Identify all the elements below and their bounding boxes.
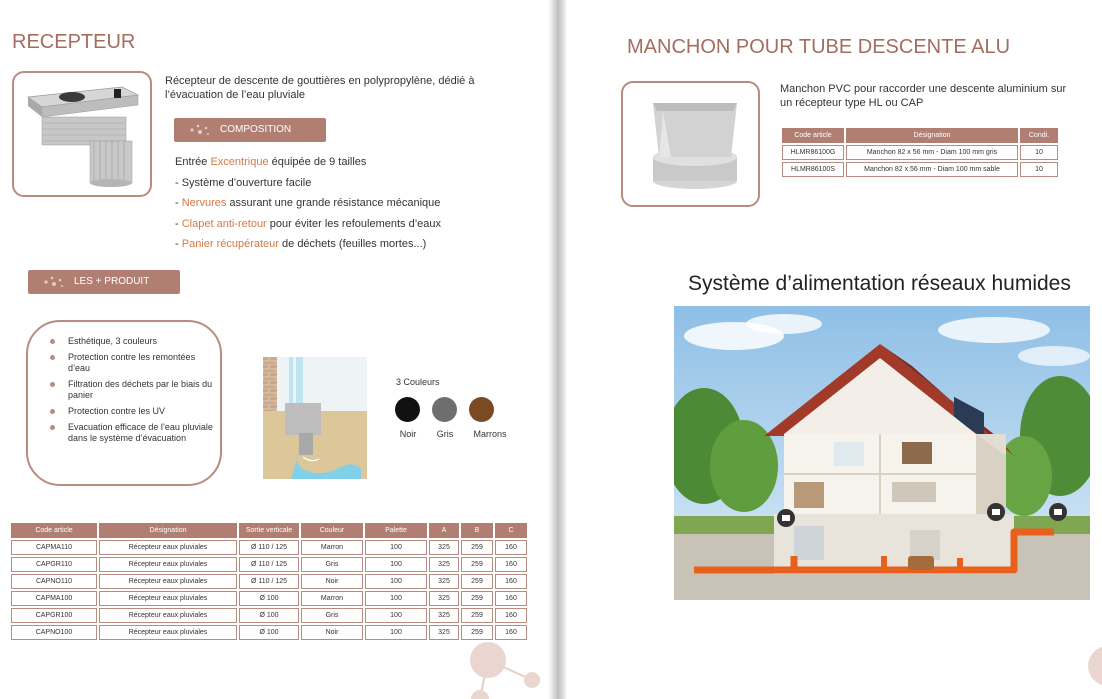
table-cell: 100 <box>365 557 427 572</box>
table-cell: 259 <box>461 608 493 623</box>
color-swatch-marron <box>469 397 494 422</box>
table-cell: 100 <box>365 608 427 623</box>
table-row <box>11 557 527 572</box>
table-cell: Ø 110 / 125 <box>239 557 299 572</box>
page-title-recepteur: RECEPTEUR <box>12 31 136 53</box>
house-cutaway-illustration <box>674 306 1090 600</box>
composition-label: COMPOSITION <box>220 124 292 135</box>
les-plus-label: LES + PRODUIT <box>74 276 150 287</box>
advantage-item: Filtration des déchets par le biais du panier <box>46 379 216 401</box>
color-swatch-gris <box>432 397 457 422</box>
table-cell: 100 <box>365 540 427 555</box>
table-cell: Ø 100 <box>239 625 299 640</box>
table-cell: Noir <box>301 574 363 589</box>
advantage-item: Protection contre les UV <box>46 406 216 417</box>
manchon-table <box>780 126 1060 179</box>
table-header-cell: Désignation <box>846 128 1018 143</box>
table-cell: 160 <box>495 591 527 606</box>
table-cell: CAPGR110 <box>11 557 97 572</box>
feature-line: - Nervures assurant une grande résistance mécanique <box>175 197 441 209</box>
dots-icon <box>42 275 66 289</box>
table-header-cell: Couleur <box>301 523 363 538</box>
table-cell: Récepteur eaux pluviales <box>99 574 237 589</box>
table-row <box>11 625 527 640</box>
table-cell: Ø 100 <box>239 591 299 606</box>
table-row <box>782 145 1058 160</box>
color-label-noir: Noir <box>399 429 417 439</box>
table-cell: 160 <box>495 625 527 640</box>
section-title: Système d’alimentation réseaux humides <box>688 272 1071 295</box>
recepteur-table <box>9 521 529 642</box>
table-cell: CAPMA110 <box>11 540 97 555</box>
les-plus-produit-tag <box>28 270 180 294</box>
table-cell: Ø 100 <box>239 608 299 623</box>
table-header-cell: Code article <box>11 523 97 538</box>
table-header-cell: Sortie verticale <box>239 523 299 538</box>
table-header-cell: Désignation <box>99 523 237 538</box>
table-cell: CAPGR100 <box>11 608 97 623</box>
page-gutter <box>548 0 566 699</box>
feature-line: - Système d’ouverture facile <box>175 176 312 189</box>
feature-line: - Panier récupérateur de déchets (feuilles mortes...) <box>175 238 427 250</box>
feature-line: Entrée Excentrique équipée de 9 tailles <box>175 156 367 168</box>
page-title-manchon: MANCHON POUR TUBE DESCENTE ALU <box>627 36 1011 58</box>
table-cell: 259 <box>461 574 493 589</box>
features-list <box>175 152 441 255</box>
table-cell: 160 <box>495 540 527 555</box>
table-cell: 325 <box>429 591 459 606</box>
table-cell: 160 <box>495 557 527 572</box>
table-cell: HLMR86100G <box>782 145 844 160</box>
table-header-cell: A <box>429 523 459 538</box>
table-cell: Gris <box>301 608 363 623</box>
table-cell: 10 <box>1020 162 1058 177</box>
table-cell: 259 <box>461 540 493 555</box>
manchon-intro: Manchon PVC pour raccorder une descente aluminium sur un récepteur type HL ou CAP <box>780 83 1067 109</box>
table-cell: CAPNO100 <box>11 625 97 640</box>
advantage-item: Esthétique, 3 couleurs <box>46 336 216 347</box>
table-cell: 325 <box>429 540 459 555</box>
table-cell: HLMR86100S <box>782 162 844 177</box>
dots-icon <box>188 123 212 137</box>
table-cell: 325 <box>429 608 459 623</box>
table-cell: Récepteur eaux pluviales <box>99 557 237 572</box>
table-cell: 259 <box>461 557 493 572</box>
table-cell: Ø 110 / 125 <box>239 540 299 555</box>
table-cell: Récepteur eaux pluviales <box>99 591 237 606</box>
color-label-marrons: Marrons <box>473 429 507 439</box>
table-cell: 100 <box>365 591 427 606</box>
installation-illustration <box>263 357 367 479</box>
table-row <box>11 574 527 589</box>
table-cell: Gris <box>301 557 363 572</box>
table-header-cell: B <box>461 523 493 538</box>
table-row <box>11 540 527 555</box>
table-row <box>11 608 527 623</box>
table-row <box>11 591 527 606</box>
table-header-row <box>11 523 527 538</box>
table-cell: 259 <box>461 591 493 606</box>
color-swatch-noir <box>395 397 420 422</box>
table-cell: CAPMA100 <box>11 591 97 606</box>
table-header-row <box>782 128 1058 143</box>
table-cell: Marron <box>301 540 363 555</box>
table-cell: 325 <box>429 557 459 572</box>
table-cell: Ø 110 / 125 <box>239 574 299 589</box>
table-header-cell: Palette <box>365 523 427 538</box>
table-cell: Noir <box>301 625 363 640</box>
advantage-item: Protection contre les remontées d’eau <box>46 352 216 374</box>
table-header-cell: C <box>495 523 527 538</box>
molecule-decoration <box>1088 646 1102 686</box>
table-row <box>782 162 1058 177</box>
table-cell: Manchon 82 x 56 mm - Diam 100 mm gris <box>846 145 1018 160</box>
molecule-decoration <box>460 630 548 699</box>
table-cell: Récepteur eaux pluviales <box>99 608 237 623</box>
feature-line: - Clapet anti-retour pour éviter les refoulements d’eaux <box>175 217 441 230</box>
table-cell: CAPNO110 <box>11 574 97 589</box>
advantage-item: Evacuation efficace de l’eau pluviale dans le système d’évacuation <box>46 422 216 444</box>
table-cell: Marron <box>301 591 363 606</box>
table-cell: 100 <box>365 574 427 589</box>
table-cell: 325 <box>429 574 459 589</box>
table-cell: Récepteur eaux pluviales <box>99 540 237 555</box>
table-cell: 160 <box>495 608 527 623</box>
left-page <box>0 0 548 699</box>
composition-tag <box>174 118 326 142</box>
table-cell: 10 <box>1020 145 1058 160</box>
recepteur-intro: Récepteur de descente de gouttières en polypropylène, dédié à l’évacuation de l’eau pluviale <box>165 75 475 101</box>
color-label-gris: Gris <box>436 429 454 439</box>
table-cell: Manchon 82 x 56 mm - Diam 100 mm sable <box>846 162 1018 177</box>
table-cell: 259 <box>461 625 493 640</box>
manchon-product-image <box>621 81 760 207</box>
advantages-box <box>26 320 222 486</box>
table-header-cell: Condi. <box>1020 128 1058 143</box>
table-cell: 160 <box>495 574 527 589</box>
right-page <box>566 0 1102 699</box>
table-cell: Récepteur eaux pluviales <box>99 625 237 640</box>
colors-title: 3 Couleurs <box>396 377 440 387</box>
table-cell: 325 <box>429 625 459 640</box>
table-cell: 100 <box>365 625 427 640</box>
recepteur-product-image <box>12 71 152 197</box>
table-header-cell: Code article <box>782 128 844 143</box>
